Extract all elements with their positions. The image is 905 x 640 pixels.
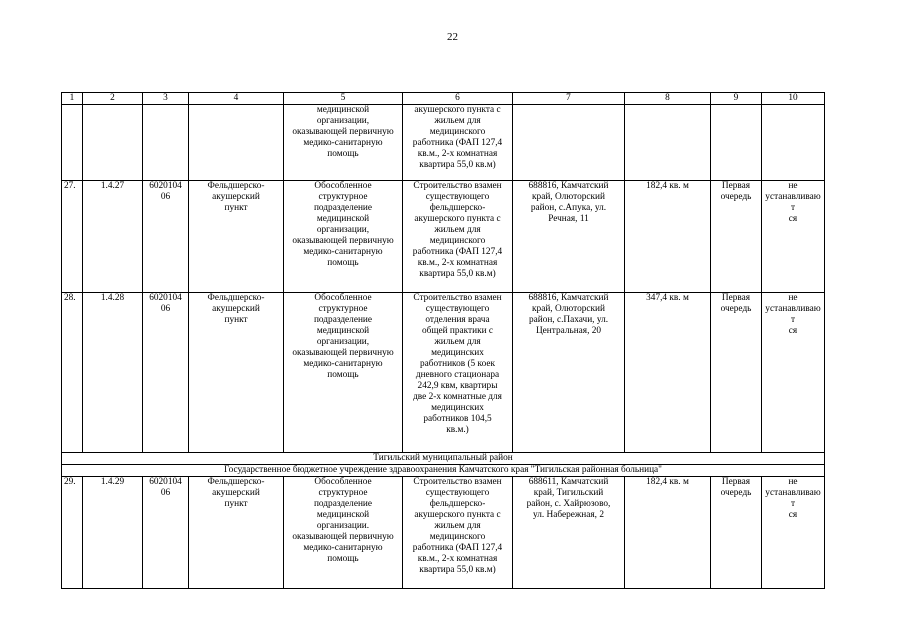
cell-okved <box>143 293 189 453</box>
continuation-row <box>62 105 825 181</box>
cell-line: 6020104 <box>149 293 182 303</box>
cell-line: медицинского <box>429 532 486 542</box>
column-number: 2 <box>83 93 143 105</box>
cell-empty <box>189 105 284 181</box>
cell-line: организации, <box>316 337 370 347</box>
table-row <box>62 293 825 453</box>
cell-line: медицинской <box>316 326 370 336</box>
cell-area: 182,4 кв. м <box>625 181 711 293</box>
cell-line: Первая <box>721 293 751 303</box>
cell-line: подразделение <box>313 499 373 509</box>
cell-work-description <box>403 293 513 453</box>
cell-line: Фельдшерско- <box>207 293 265 303</box>
cell-line: дневного стационара <box>415 370 500 380</box>
column-number: 8 <box>625 93 711 105</box>
cell-line: акушерского пункта с <box>414 510 501 520</box>
cell-row-number: 27. <box>62 181 83 293</box>
cell-queue <box>711 181 762 293</box>
cell-area: 347,4 кв. м <box>625 293 711 453</box>
cell-line: ся <box>788 326 798 336</box>
cell-okved <box>143 477 189 589</box>
cell-line: край, Олюторский <box>532 192 605 202</box>
cell-row-number: 29. <box>62 477 83 589</box>
cell-line: квартира 55,0 кв.м) <box>419 269 496 279</box>
cell-line: медико-санитарную <box>303 543 383 553</box>
cell-line: не <box>788 293 798 303</box>
cell-line: 06 <box>160 192 171 202</box>
cell-line: кв.м., 2-х комнатная <box>417 554 498 564</box>
column-number: 5 <box>284 93 403 105</box>
cell-line: пункт <box>224 203 248 213</box>
cell-empty <box>513 105 625 181</box>
section-district: Тигильский муниципальный район <box>62 453 825 465</box>
cell-line: ул. Набережная, 2 <box>533 510 604 520</box>
cell-line: кв.м., 2-х комнатная <box>417 258 498 268</box>
cell-empty <box>143 105 189 181</box>
cell-line: кв.м., 2-х комнатная <box>417 149 498 159</box>
cell-line: подразделение <box>313 315 373 325</box>
cell-line: 06 <box>160 488 171 498</box>
cell-line: медицинских <box>431 348 484 358</box>
cell-line: фельдшерско- <box>429 203 486 213</box>
page-number: 22 <box>447 31 458 43</box>
cell-line: структурное <box>318 192 368 202</box>
cell-address <box>513 477 625 589</box>
cell-line: устанавливают <box>765 488 821 509</box>
cell-line: медицинского <box>429 236 486 246</box>
cell-line: ся <box>788 214 798 224</box>
column-number-row <box>62 93 825 105</box>
cell-line: работника (ФАП 127,4 <box>412 138 503 148</box>
cell-work-description <box>403 105 513 181</box>
cell-facility-name <box>189 181 284 293</box>
cell-term <box>762 477 825 589</box>
cell-line: край, Тигильский <box>533 488 604 498</box>
column-number: 7 <box>513 93 625 105</box>
cell-line: две 2-х комнатные для <box>413 392 502 402</box>
column-number: 9 <box>711 93 762 105</box>
cell-line: очередь <box>720 304 752 314</box>
cell-line: структурное <box>318 304 368 314</box>
cell-line: медико-санитарную <box>303 138 383 148</box>
cell-empty <box>625 105 711 181</box>
cell-line: медико-санитарную <box>303 247 383 257</box>
cell-line: устанавливают <box>765 304 821 325</box>
cell-line: отделения врача <box>425 315 490 325</box>
section-district-row <box>62 453 825 465</box>
cell-line: Обособленное <box>314 181 372 191</box>
cell-line: край, Олюторский <box>532 304 605 314</box>
cell-term <box>762 181 825 293</box>
cell-line: структурное <box>318 488 368 498</box>
cell-organization <box>284 181 403 293</box>
cell-line: район, с.Апука, ул. <box>530 203 607 213</box>
cell-line: ся <box>788 510 798 520</box>
cell-line: квартира 55,0 кв.м) <box>419 160 496 170</box>
cell-line: Строительство взамен <box>413 293 502 303</box>
cell-line: 688816, Камчатский <box>528 181 609 191</box>
cell-line: 688611, Камчатский <box>528 477 609 487</box>
cell-term <box>762 293 825 453</box>
cell-line: 06 <box>160 304 171 314</box>
cell-line: очередь <box>720 192 752 202</box>
cell-line: оказывающей первичную <box>292 348 394 358</box>
cell-line: Строительство взамен <box>413 477 502 487</box>
cell-line: Первая <box>721 181 751 191</box>
cell-line: медицинского <box>429 127 486 137</box>
cell-organization <box>284 105 403 181</box>
cell-line: организации, <box>316 225 370 235</box>
cell-line: общей практики с <box>421 326 494 336</box>
cell-line: медицинских <box>431 403 484 413</box>
cell-line: Центральная, 20 <box>535 326 602 336</box>
cell-line: помощь <box>327 258 359 268</box>
cell-facility-name <box>189 477 284 589</box>
cell-organization <box>284 477 403 589</box>
cell-area: 182,4 кв. м <box>625 477 711 589</box>
cell-line: акушерский <box>212 192 260 202</box>
cell-facility-name <box>189 293 284 453</box>
cell-line: квартира 55,0 кв.м) <box>419 565 496 575</box>
table-row <box>62 477 825 589</box>
table-row <box>62 181 825 293</box>
cell-line: медицинской <box>316 510 370 520</box>
cell-line: организации, <box>316 116 370 126</box>
cell-line: медицинской <box>316 105 370 115</box>
cell-line: жильем для <box>434 116 481 126</box>
cell-line: не <box>788 477 798 487</box>
cell-line: акушерский <box>212 304 260 314</box>
cell-line: работников 104,5 <box>423 414 492 424</box>
cell-code: 1.4.28 <box>83 293 143 453</box>
cell-line: оказывающей первичную <box>292 532 394 542</box>
cell-line: Фельдшерско- <box>207 477 265 487</box>
cell-code: 1.4.29 <box>83 477 143 589</box>
cell-line: пункт <box>224 499 248 509</box>
cell-line: работников (5 коек <box>420 359 495 369</box>
cell-line: помощь <box>327 554 359 564</box>
column-number: 6 <box>403 93 513 105</box>
cell-organization <box>284 293 403 453</box>
cell-line: не <box>788 181 798 191</box>
cell-line: медицинской <box>316 214 370 224</box>
cell-line: акушерский <box>212 488 260 498</box>
cell-queue <box>711 293 762 453</box>
cell-line: Строительство взамен <box>413 181 502 191</box>
cell-empty <box>62 105 83 181</box>
column-number: 4 <box>189 93 284 105</box>
cell-line: жильем для <box>434 225 481 235</box>
column-number: 10 <box>762 93 825 105</box>
cell-line: акушерского пункта с <box>414 105 501 115</box>
cell-line: существующего <box>425 304 490 314</box>
cell-line: район, с.Пахачи, ул. <box>528 315 609 325</box>
cell-line: 6020104 <box>149 477 182 487</box>
cell-line: кв.м.) <box>446 425 469 435</box>
cell-line: жильем для <box>434 521 481 531</box>
facilities-table <box>61 92 825 589</box>
cell-line: Обособленное <box>314 293 372 303</box>
cell-address <box>513 293 625 453</box>
cell-line: 6020104 <box>149 181 182 191</box>
cell-line: медико-санитарную <box>303 359 383 369</box>
cell-okved <box>143 181 189 293</box>
cell-line: 242,9 квм, квартиры <box>417 381 498 391</box>
cell-line: фельдшерско- <box>429 499 486 509</box>
cell-line: работника (ФАП 127,4 <box>412 247 503 257</box>
cell-line: очередь <box>720 488 752 498</box>
cell-line: Обособленное <box>314 477 372 487</box>
cell-line: существующего <box>425 488 490 498</box>
cell-line: устанавливают <box>765 192 821 213</box>
cell-line: пункт <box>224 315 248 325</box>
cell-line: оказывающей первичную <box>292 127 394 137</box>
cell-line: Первая <box>721 477 751 487</box>
cell-queue <box>711 477 762 589</box>
cell-empty <box>762 105 825 181</box>
section-institution-row <box>62 465 825 477</box>
cell-line: подразделение <box>313 203 373 213</box>
cell-line: работника (ФАП 127,4 <box>412 543 503 553</box>
column-number: 1 <box>62 93 83 105</box>
cell-address <box>513 181 625 293</box>
cell-line: помощь <box>327 370 359 380</box>
cell-line: Речная, 11 <box>548 214 589 224</box>
cell-work-description <box>403 181 513 293</box>
cell-line: Фельдшерско- <box>207 181 265 191</box>
cell-line: район, с. Хайрюзово, <box>526 499 611 509</box>
cell-work-description <box>403 477 513 589</box>
cell-empty <box>83 105 143 181</box>
section-institution: Государственное бюджетное учреждение здравоохранения Камчатского края "Тигильская районная больница" <box>62 465 825 477</box>
cell-line: акушерского пункта с <box>414 214 501 224</box>
cell-line: существующего <box>425 192 490 202</box>
cell-line: 688816, Камчатский <box>528 293 609 303</box>
cell-line: оказывающей первичную <box>292 236 394 246</box>
cell-code: 1.4.27 <box>83 181 143 293</box>
cell-line: жильем для <box>434 337 481 347</box>
cell-line: помощь <box>327 149 359 159</box>
cell-row-number: 28. <box>62 293 83 453</box>
cell-line: организации. <box>316 521 370 531</box>
cell-empty <box>711 105 762 181</box>
column-number: 3 <box>143 93 189 105</box>
